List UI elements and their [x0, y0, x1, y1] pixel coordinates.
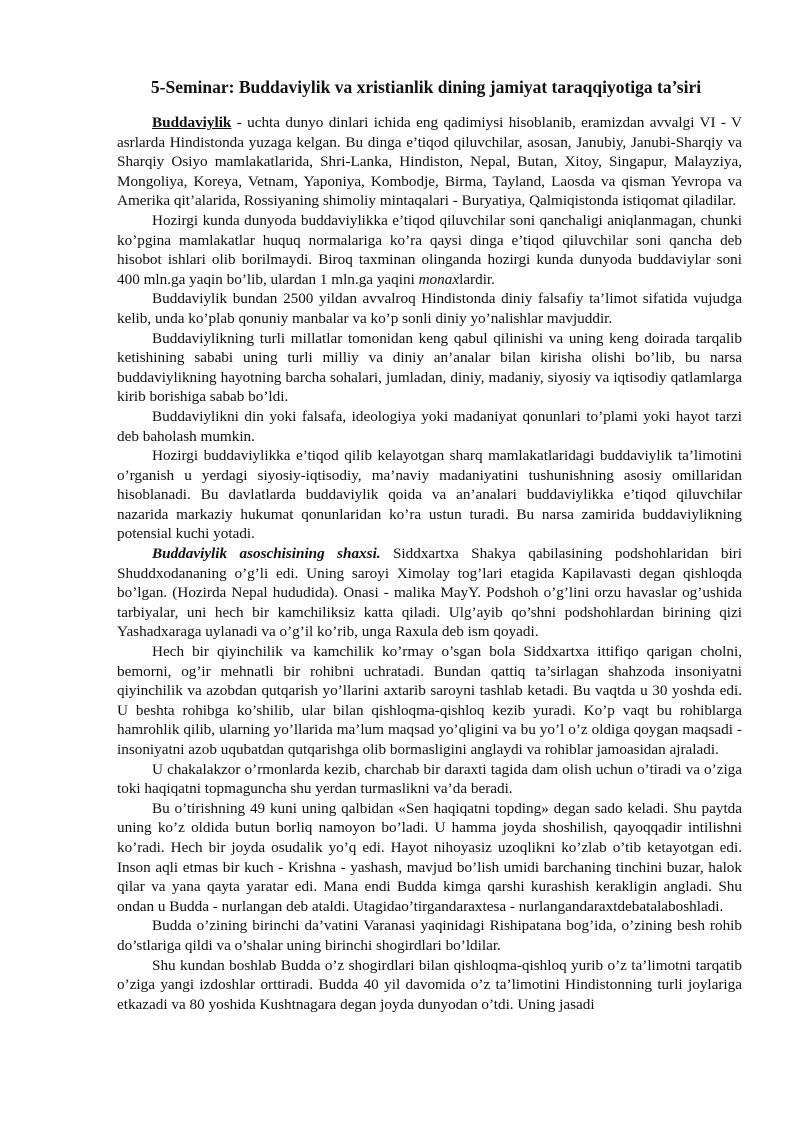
paragraph-5: Buddaviylikni din yoki falsafa, ideologiya yoki madaniyat qonunlari to’plami yoki hayot tarzi deb baholash mumkin. — [117, 407, 742, 445]
paragraph-4: Buddaviylikning turli millatlar tomonidan keng qabul qilinishi va uning keng doirada tarqalib ketishining sababi uning turli milliy va diniy an’analar bilan kirisha olishi bo’lib, bu narsa buddaviylikning hayotning barcha sohalari, jumladan, diniy, madaniy, siyosiy va iqtisodiy qatlamlarga kirib borishiga sabab bo’ldi. — [117, 329, 742, 406]
paragraph-1 — [117, 113, 742, 211]
paragraph-11: Budda o’zining birinchi da’vatini Varanasi yaqinidagi Rishipatana bog’ida, o’zining besh rohib do’stlariga qildi va o’shalar uning birinchi shogirdlari bo’ldilar. — [117, 917, 742, 954]
document-title: 5-Seminar: Buddaviylik va xristianlik dining jamiyat taraqqiyotiga ta’siri — [150, 77, 702, 97]
paragraph-2-tail: lardir. — [459, 270, 495, 288]
paragraph-2 — [117, 211, 742, 289]
paragraph-10: Bu o’tirishning 49 kuni uning qalbidan «Sen haqiqatni topding» degan sado keladi. Shu paytda uning ko’z oldida butun borliq namoyon bo’ladi. U hamma joyda shoshilish, qayoqqadir intilishni ko’radi. Hech bir joyda osudalik yo’q edi. Hayot nihoyasiz uzoqlikni ko’zlab o’tib ketayotgan edi. Inson aqli etmas bir kuch - Krishna - yashash, mavjud bo’lish umidi barchaning tinchini buzar, halok qilar va yana qayta yaratar edi. Mana endi Budda kimga qarshi kurashish kerakligin angladi. Shu ondan u Budda - nurlangan deb ataldi. Utagidao’tirgandaraxtesa - nurlangandaraxtdebatalaboshladi. — [117, 799, 742, 915]
paragraph-6: Hozirgi buddaviylikka e’tiqod qilib kelayotgan sharq mamlakatlaridagi buddaviylik ta’limotini o’rganish u yerdagi siyosiy-iqtisodiy, ma’naviy madaniyatini tushunishning asosiy omillaridan hisoblanadi. Bu davlatlarda buddaviylik qoida va an’analari buddaviylikka e’tiqod qiluvchilar nazarida markaziy hukumat qonunlaridan ko’ra ustun turadi. Bu narsa zamirida buddaviylikning potensial kuchi yotadi. — [117, 447, 742, 543]
paragraph-12: Shu kundan boshlab Budda o’z shogirdlari bilan qishloqma-qishloq yurib o’z ta’limotni tarqatib o’ziga yangi izdoshlar orttiradi. Budda 40 yil davomida o’z ta’limotini Hindistonning turli joylariga etkazadi va 80 yoshida Kushtnagara degan joyda dunyodan o’tdi. Uning jasadi — [117, 956, 742, 1013]
term-buddaviylik: Buddaviylik — [152, 114, 232, 131]
paragraph-3: Buddaviylik bundan 2500 yildan avvalroq Hindistonda diniy falsafiy ta’limot sifatida vujudga kelib, unda ko’plab qonuniy manbalar va ko’p sonli diniy yo’nalishlar mavjuddir. — [117, 290, 742, 327]
paragraph-9: U chakalakzor o’rmonlarda kezib, charchab bir daraxti tagida dam olish uchun o’tiradi va o’ziga toki haqiqatni topmaguncha shu yerdan turmaslikni va’da beradi. — [117, 760, 742, 798]
paragraph-1-text: - uchta dunyo dinlari ichida eng qadimiysi hisoblanib, eramizdan avvalgi VI - V asrlarda Hindistonda yuzaga kelgan. Bu dinga e’tiqod qiluvchilar, asosan, Janubiy, Janubi-Sharqiy va Sharqiy Osiyo mamlakatlarida, Shri-Lanka, Hindiston, Nepal, Butan, Xitoy, Singapur, Malayziya, Mongoliya, Koreya, Vetnam, Yaponiya, Kombodje, Birma, Tayland, Laosda va qisman Yevropa va Amerika qit’alarida, Rossiyaning shimoliy mintaqalari - Buryatiya, Qalmiqistonda istiqomat qiladilar. — [117, 114, 742, 210]
paragraph-8: Hech bir qiyinchilik va kamchilik ko’rmay o’sgan bola Siddxartxa ittifiqo qarigan cholni, bemorni, og’ir mehnatli bir rohibni uchratadi. Bundan qattiq ta’sirlagan shahzoda insoniyatni qiyinchilik va azobdan qutqarish yo’llarini axtarib saroyni tashlab ketadi. Bu vaqtda u 30 yoshda edi. U beshta rohibga ko’shilib, ular bilan qishloqma-qishloq kezib yuradi. Ko’p vaqt bu rohiblarga hamrohlik qilib, ularning yo’llarida ma’lum maqsad yo’qligini va bu yo’l o’z oldiga qoygan maqsadi - insoniyatni azob uqubatdan qutqarishga olib bormasligini anglaydi va rohiblar jamoasidan ajraladi. — [117, 643, 742, 758]
document-page — [117, 76, 742, 1014]
paragraph-7-text: Siddxartxa Shakya qabilasining podshohlaridan biri Shuddxodananing o’g’li edi. Uning saroyi Ximolay tog’lari etagida Kapilavasti degan qishloqda bo’lgan. (Hozirda Nepal hududida). Onasi - malika MayY. Podshoh o’g’lini orzu havaslar og’ushida tarbiyalar, uni hech bir kamchiliksiz katta qiladi. Ulg’ayib qo’shni podshohlardan birining qizi Yashadxaraga uylanadi va o’g’il ko’rib, unga Raxula deb ism qoyadi. — [117, 545, 742, 641]
italic-term-monax: monax — [418, 270, 460, 288]
paragraph-7 — [117, 544, 742, 642]
section-heading-founder: Buddaviylik asoschisining shaxsi. — [152, 545, 381, 563]
paragraph-2-text: Hozirgi kunda dunyoda buddaviylikka e’tiqod qiluvchilar soni qanchaligi aniqlanmagan, chunki ko’pgina mamlakatlar huquq normalariga ko’ra qaysi dinga e’tiqod qiluvchilar soni qancha deb hisobot ishlari olib borilmaydi. Biroq taxminan olinganda hozirgi kunda dunyoda buddaviylar soni 400 mln.ga yaqin bo’lib, ulardan 1 mln.ga yaqini — [117, 211, 742, 288]
